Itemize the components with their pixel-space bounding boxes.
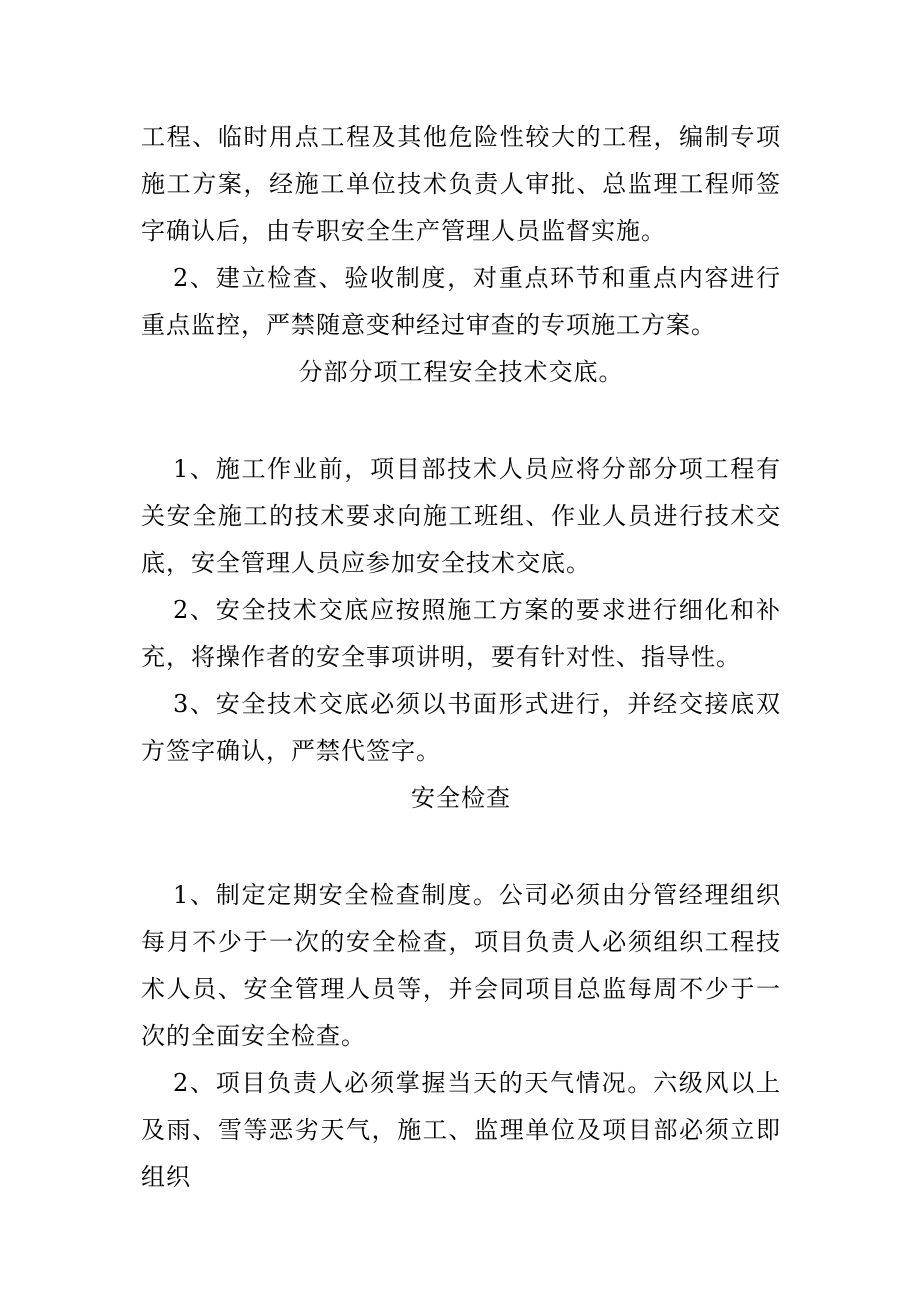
paragraph-inspection-item-2: 2、项目负责人必须掌握当天的天气情况。六级风以上及雨、雪等恶劣天气，施工、监理单位及项目部必须立即组织 (141, 1069, 781, 1191)
paragraph-disclosure-item-3: 3、安全技术交底必须以书面形式进行，并经交接底双方签字确认，严禁代签字。 (141, 690, 781, 765)
paragraph-continuation: 工程、临时用点工程及其他危险性较大的工程，编制专项施工方案，经施工单位技术负责人审批、总监理工程师签字确认后，由专职安全生产管理人员监督实施。 (141, 123, 781, 245)
paragraph-inspection-item-1: 1、制定定期安全检查制度。公司必须由分管经理组织每月不少于一次的安全检查，项目负责人必须组织工程技术人员、安全管理人员等，并会同项目总监每周不少于一次的全面安全检查。 (141, 881, 781, 1050)
section-heading-safety-inspection: 安全检查 (411, 784, 511, 812)
paragraph-disclosure-item-1: 1、施工作业前，项目部技术人员应将分部分项工程有关安全施工的技术要求向施工班组、作业人员进行技术交底，安全管理人员应参加安全技术交底。 (141, 455, 781, 577)
section-spacer (141, 396, 781, 446)
document-body (141, 114, 781, 1201)
section-heading-technical-disclosure: 分部分项工程安全技术交底。 (298, 358, 624, 386)
section-spacer (141, 822, 781, 872)
paragraph-item-2-inspection-acceptance: 2、建立检查、验收制度，对重点环节和重点内容进行重点监控，严禁随意变种经过审查的专项施工方案。 (141, 264, 781, 339)
paragraph-disclosure-item-2: 2、安全技术交底应按照施工方案的要求进行细化和补充，将操作者的安全事项讲明，要有针对性、指导性。 (141, 596, 781, 671)
